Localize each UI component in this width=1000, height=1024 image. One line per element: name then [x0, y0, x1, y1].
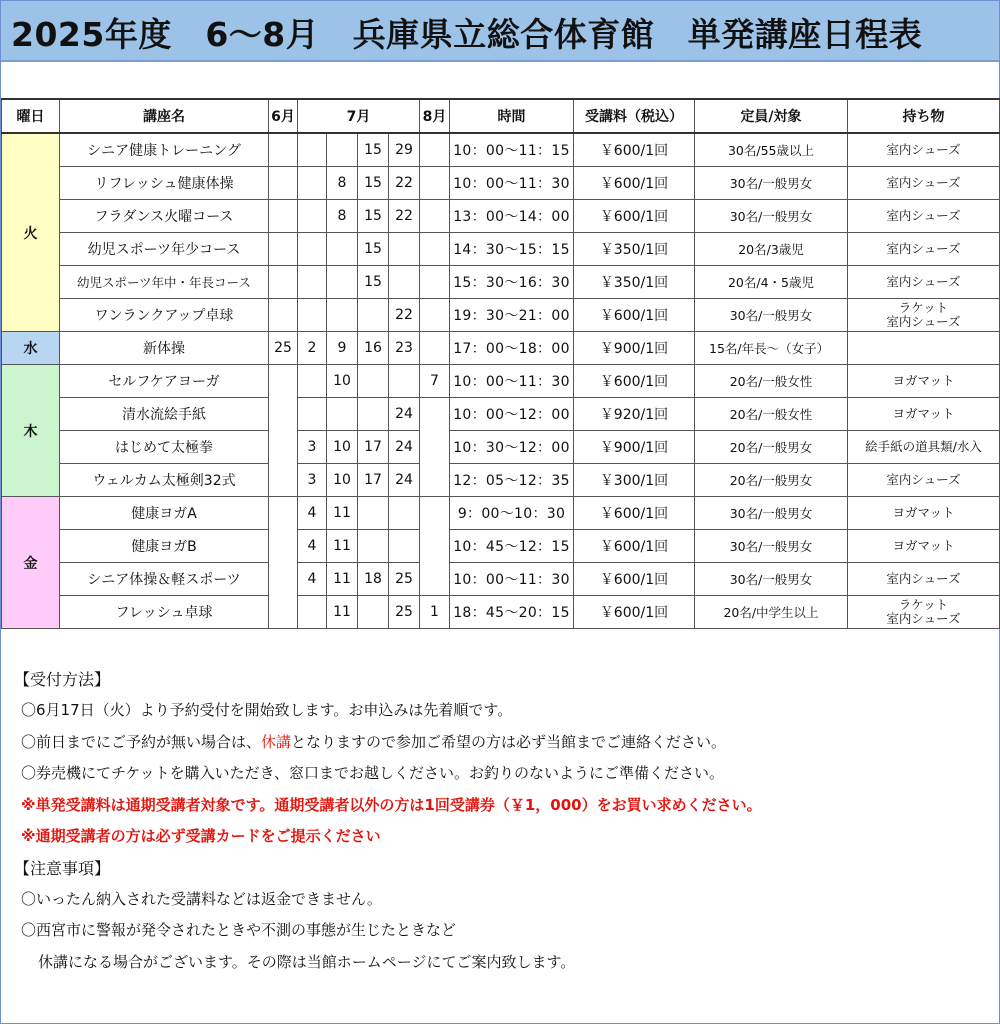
- date-cell: [420, 530, 450, 563]
- capacity-cell: 20名/一般男女: [695, 464, 848, 497]
- date-cell: 17: [358, 431, 389, 464]
- date-cell: 24: [389, 398, 420, 431]
- date-cell: [389, 497, 420, 530]
- capacity-cell: 30名/一般男女: [695, 530, 848, 563]
- date-cell: [269, 299, 298, 332]
- fee-cell: ￥600/1回: [574, 299, 695, 332]
- header-august: 8月: [420, 99, 450, 133]
- fee-cell: ￥600/1回: [574, 200, 695, 233]
- date-cell: 11: [327, 497, 358, 530]
- items-cell: 室内シューズ: [848, 200, 1000, 233]
- items-cell: [848, 596, 1000, 629]
- header-fee: 受講料（税込）: [574, 99, 695, 133]
- date-cell: [269, 365, 298, 398]
- fee-cell: ￥350/1回: [574, 233, 695, 266]
- fee-cell: ￥900/1回: [574, 332, 695, 365]
- header-capacity: 定員/対象: [695, 99, 848, 133]
- day-cell-wed: 水: [2, 332, 60, 365]
- date-cell: [298, 167, 327, 200]
- date-cell: [420, 431, 450, 464]
- date-cell: [269, 200, 298, 233]
- date-cell: 15: [358, 133, 389, 167]
- table-header-row: [2, 99, 1000, 133]
- date-cell: 16: [358, 332, 389, 365]
- items-cell: ヨガマット: [848, 398, 1000, 431]
- date-cell: 15: [358, 266, 389, 299]
- date-cell: [389, 530, 420, 563]
- time-cell: 15：30～16：30: [450, 266, 574, 299]
- date-cell: [298, 398, 327, 431]
- date-cell: [420, 332, 450, 365]
- time-cell: 10：00～11：30: [450, 167, 574, 200]
- time-cell: 18：45～20：15: [450, 596, 574, 629]
- table-row: [2, 200, 1000, 233]
- course-name: リフレッシュ健康体操: [60, 167, 269, 200]
- header-items: 持ち物: [848, 99, 1000, 133]
- time-cell: 13：00～14：00: [450, 200, 574, 233]
- date-cell: [269, 530, 298, 563]
- course-name: シニア体操＆軽スポーツ: [60, 563, 269, 596]
- date-cell: 23: [389, 332, 420, 365]
- date-cell: [269, 596, 298, 629]
- time-cell: 10：45～12：15: [450, 530, 574, 563]
- date-cell: [420, 233, 450, 266]
- items-cell: 室内シューズ: [848, 233, 1000, 266]
- table-row: [2, 365, 1000, 398]
- reception-note: [14, 727, 989, 759]
- items-cell: ヨガマット: [848, 365, 1000, 398]
- date-cell: [269, 133, 298, 167]
- course-name: フレッシュ卓球: [60, 596, 269, 629]
- date-cell: [358, 497, 389, 530]
- header-course: 講座名: [60, 99, 269, 133]
- capacity-cell: 20名/一般女性: [695, 398, 848, 431]
- date-cell: [269, 464, 298, 497]
- date-cell: [269, 398, 298, 431]
- time-cell: 10：00～11：15: [450, 133, 574, 167]
- date-cell: [358, 398, 389, 431]
- capacity-cell: 30名/55歳以上: [695, 133, 848, 167]
- fee-cell: ￥600/1回: [574, 497, 695, 530]
- capacity-cell: 30名/一般男女: [695, 563, 848, 596]
- header-time: 時間: [450, 99, 574, 133]
- items-line: 室内シューズ: [886, 611, 961, 626]
- date-cell: 15: [358, 233, 389, 266]
- date-cell: 10: [327, 464, 358, 497]
- items-cell: [848, 299, 1000, 332]
- date-cell: [420, 133, 450, 167]
- items-cell: 室内シューズ: [848, 167, 1000, 200]
- header-june: 6月: [269, 99, 298, 133]
- date-cell: [358, 365, 389, 398]
- caution-heading: 【注意事項】: [14, 858, 111, 878]
- items-cell: 室内シューズ: [848, 266, 1000, 299]
- date-cell: [420, 266, 450, 299]
- date-cell: [298, 299, 327, 332]
- fee-cell: ￥300/1回: [574, 464, 695, 497]
- table-row: [2, 497, 1000, 530]
- time-cell: 17：00～18：00: [450, 332, 574, 365]
- date-cell: [327, 398, 358, 431]
- items-cell: 絵手紙の道具類/水入: [848, 431, 1000, 464]
- date-cell: [298, 133, 327, 167]
- items-cell: 室内シューズ: [848, 563, 1000, 596]
- items-cell: 室内シューズ: [848, 464, 1000, 497]
- capacity-cell: 30名/一般男女: [695, 497, 848, 530]
- time-cell: 14：30～15：15: [450, 233, 574, 266]
- date-cell: [269, 233, 298, 266]
- fee-cell: ￥350/1回: [574, 266, 695, 299]
- table-row: [2, 563, 1000, 596]
- date-cell: 15: [358, 167, 389, 200]
- date-cell: [327, 233, 358, 266]
- course-name: ウェルカム太極剣32式: [60, 464, 269, 497]
- date-cell: 24: [389, 464, 420, 497]
- date-cell: 2: [298, 332, 327, 365]
- date-cell: 8: [327, 167, 358, 200]
- date-cell: 22: [389, 167, 420, 200]
- course-name: 清水流絵手紙: [60, 398, 269, 431]
- note-text: 〇前日までにご予約が無い場合は、: [21, 732, 262, 751]
- title-bar: [1, 1, 999, 62]
- time-cell: 10：00～12：00: [450, 398, 574, 431]
- reception-note: 〇券売機にてチケットを購入いただき、窓口までお越しください。お釣りのないようにご準備ください。: [21, 764, 725, 782]
- table-row: [2, 530, 1000, 563]
- course-name: シニア健康トレーニング: [60, 133, 269, 167]
- date-cell: 22: [389, 200, 420, 233]
- date-cell: [298, 233, 327, 266]
- reception-note: 〇6月17日（火）より予約受付を開始致します。お申込みは先着順です。: [21, 701, 513, 719]
- time-cell: 19：30～21：00: [450, 299, 574, 332]
- page-title: 2025年度 6～8月 兵庫県立総合体育館 単発講座日程表: [11, 15, 923, 54]
- capacity-cell: 20名/一般女性: [695, 365, 848, 398]
- date-cell: 25: [389, 596, 420, 629]
- caution-note: 〇西宮市に警報が発令されたときや不測の事態が生じたときなど: [21, 921, 457, 939]
- capacity-cell: 30名/一般男女: [695, 299, 848, 332]
- date-cell: [327, 266, 358, 299]
- date-cell: 7: [420, 365, 450, 398]
- fee-cell: ￥600/1回: [574, 365, 695, 398]
- items-line: ラケット: [898, 300, 949, 315]
- date-cell: 17: [358, 464, 389, 497]
- table-row: [2, 332, 1000, 365]
- date-cell: [298, 365, 327, 398]
- date-cell: [298, 596, 327, 629]
- day-cell-tue: 火: [2, 133, 60, 332]
- course-name: セルフケアヨーガ: [60, 365, 269, 398]
- date-cell: [269, 563, 298, 596]
- date-cell: 25: [389, 563, 420, 596]
- items-cell: ヨガマット: [848, 530, 1000, 563]
- date-cell: [269, 266, 298, 299]
- capacity-cell: 20名/4・5歳児: [695, 266, 848, 299]
- time-cell: 10：00～11：30: [450, 365, 574, 398]
- caution-note: 〇いったん納入された受講料などは返金できません。: [21, 889, 382, 908]
- course-name: フラダンス火曜コース: [60, 200, 269, 233]
- day-cell-thu: 木: [2, 365, 60, 497]
- date-cell: [389, 233, 420, 266]
- date-cell: 11: [327, 530, 358, 563]
- items-cell: [848, 332, 1000, 365]
- date-cell: 3: [298, 431, 327, 464]
- table-row: [2, 431, 1000, 464]
- date-cell: [420, 167, 450, 200]
- date-cell: 4: [298, 497, 327, 530]
- header-july: 7月: [298, 99, 420, 133]
- course-name: はじめて太極拳: [60, 431, 269, 464]
- time-cell: 9：00～10：30: [450, 497, 574, 530]
- fee-warning: ※単発受講料は通期受講者対象です。通期受講者以外の方は1回受講券（￥1，000）をお買い求めください。: [21, 795, 762, 814]
- table-row: [2, 464, 1000, 497]
- date-cell: [420, 299, 450, 332]
- fee-cell: ￥900/1回: [574, 431, 695, 464]
- date-cell: [269, 431, 298, 464]
- course-name: 健康ヨガA: [60, 497, 269, 530]
- date-cell: 22: [389, 299, 420, 332]
- date-cell: [420, 398, 450, 431]
- time-cell: 10：00～11：30: [450, 563, 574, 596]
- fee-cell: ￥600/1回: [574, 133, 695, 167]
- date-cell: 4: [298, 530, 327, 563]
- table-row: [2, 167, 1000, 200]
- items-line: ラケット: [898, 597, 949, 612]
- date-cell: 25: [269, 332, 298, 365]
- date-cell: 11: [327, 563, 358, 596]
- date-cell: [389, 365, 420, 398]
- table-row: [2, 233, 1000, 266]
- date-cell: 24: [389, 431, 420, 464]
- date-cell: [269, 167, 298, 200]
- fee-cell: ￥600/1回: [574, 596, 695, 629]
- day-cell-fri: 金: [2, 497, 60, 629]
- date-cell: [298, 266, 327, 299]
- date-cell: [269, 497, 298, 530]
- date-cell: [358, 530, 389, 563]
- date-cell: 10: [327, 431, 358, 464]
- date-cell: 8: [327, 200, 358, 233]
- date-cell: [358, 596, 389, 629]
- note-text: となりますので参加ご希望の方は必ず当館までご連絡ください。: [291, 732, 727, 751]
- items-cell: ヨガマット: [848, 497, 1000, 530]
- date-cell: [420, 563, 450, 596]
- date-cell: [327, 133, 358, 167]
- date-cell: 4: [298, 563, 327, 596]
- time-cell: 12：05～12：35: [450, 464, 574, 497]
- table-row: [2, 398, 1000, 431]
- date-cell: [389, 266, 420, 299]
- fee-cell: ￥600/1回: [574, 563, 695, 596]
- table-row: [2, 596, 1000, 629]
- capacity-cell: 30名/一般男女: [695, 167, 848, 200]
- items-cell: 室内シューズ: [848, 133, 1000, 167]
- caution-note: 休講になる場合がございます。その際は当館ホームページにてご案内致します。: [38, 952, 576, 971]
- date-cell: 9: [327, 332, 358, 365]
- date-cell: [420, 497, 450, 530]
- date-cell: 18: [358, 563, 389, 596]
- date-cell: [420, 200, 450, 233]
- course-name: 健康ヨガB: [60, 530, 269, 563]
- header-day: 曜日: [2, 99, 60, 133]
- date-cell: 11: [327, 596, 358, 629]
- course-name: ワンランクアップ卓球: [60, 299, 269, 332]
- capacity-cell: 30名/一般男女: [695, 200, 848, 233]
- time-cell: 10：30～12：00: [450, 431, 574, 464]
- date-cell: [327, 299, 358, 332]
- fee-cell: ￥600/1回: [574, 530, 695, 563]
- reception-heading: 【受付方法】: [14, 670, 111, 689]
- date-cell: 29: [389, 133, 420, 167]
- date-cell: 15: [358, 200, 389, 233]
- date-cell: 10: [327, 365, 358, 398]
- table-row: [2, 299, 1000, 332]
- capacity-cell: 20名/一般男女: [695, 431, 848, 464]
- fee-cell: ￥600/1回: [574, 167, 695, 200]
- date-cell: [298, 200, 327, 233]
- course-name: 幼児スポーツ年少コース: [60, 233, 269, 266]
- course-name: 新体操: [60, 332, 269, 365]
- cancellation-highlight: 休講: [261, 732, 292, 751]
- capacity-cell: 20名/中学生以上: [695, 596, 848, 629]
- capacity-cell: 20名/3歳児: [695, 233, 848, 266]
- course-name: 幼児スポーツ年中・年長コース: [60, 266, 269, 299]
- notes-section: [14, 664, 989, 978]
- date-cell: [358, 299, 389, 332]
- items-line: 室内シューズ: [886, 314, 961, 329]
- table-row: [2, 266, 1000, 299]
- table-row: [2, 133, 1000, 167]
- date-cell: [420, 464, 450, 497]
- date-cell: 3: [298, 464, 327, 497]
- capacity-cell: 15名/年長～（女子）: [695, 332, 848, 365]
- schedule-table: [1, 98, 1000, 629]
- card-warning: ※通期受講者の方は必ず受講カードをご提示ください: [21, 827, 381, 845]
- fee-cell: ￥920/1回: [574, 398, 695, 431]
- date-cell: 1: [420, 596, 450, 629]
